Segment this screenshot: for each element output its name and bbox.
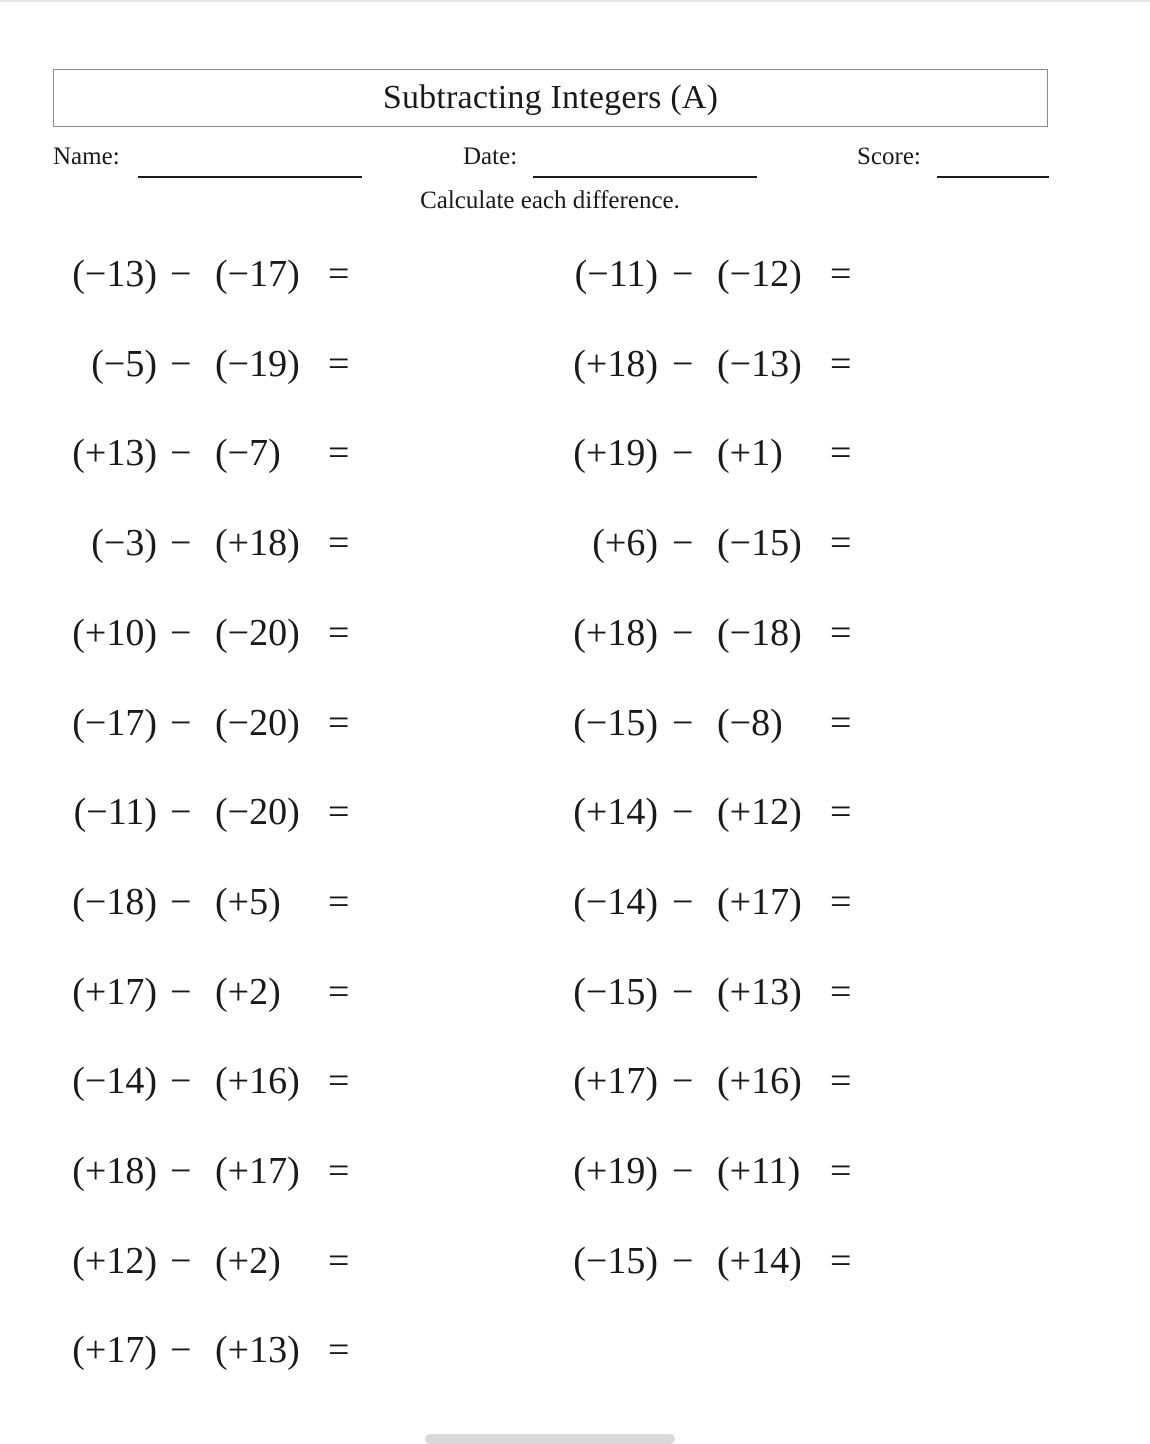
equals-sign: = (328, 791, 350, 833)
subtrahend: (+1) (717, 432, 783, 474)
subtrahend: (+13) (215, 1329, 300, 1371)
problem-left-13 (0, 1325, 1150, 1375)
minus-operator: − (170, 971, 192, 1013)
problem-right-9 (0, 967, 1150, 1017)
minus-operator: − (672, 1240, 694, 1282)
minuend: (+13) (72, 432, 157, 474)
equals-sign: = (830, 432, 852, 474)
problem-right-5 (0, 608, 1150, 658)
minuend: (−17) (72, 702, 157, 744)
subtrahend: (+12) (717, 791, 802, 833)
equals-sign: = (830, 1060, 852, 1102)
minus-operator: − (672, 432, 694, 474)
equals-sign: = (328, 971, 350, 1013)
minuend: (−15) (573, 1240, 658, 1282)
equals-sign: = (328, 612, 350, 654)
equals-sign: = (328, 1150, 350, 1192)
subtrahend: (−13) (717, 343, 802, 385)
equals-sign: = (328, 1060, 350, 1102)
problem-right-7 (0, 787, 1150, 837)
minuend: (+10) (72, 612, 157, 654)
minuend: (−14) (72, 1060, 157, 1102)
home-indicator (425, 1434, 675, 1444)
equals-sign: = (830, 971, 852, 1013)
minus-operator: − (672, 522, 694, 564)
subtrahend: (+17) (215, 1150, 300, 1192)
minuend: (+6) (592, 522, 658, 564)
minuend: (+17) (72, 971, 157, 1013)
equals-sign: = (328, 522, 350, 564)
subtrahend: (−7) (215, 432, 281, 474)
equals-sign: = (830, 1150, 852, 1192)
minuend: (+18) (573, 343, 658, 385)
minus-operator: − (170, 791, 192, 833)
minuend: (+17) (573, 1060, 658, 1102)
equals-sign: = (328, 1240, 350, 1282)
minus-operator: − (672, 1150, 694, 1192)
problem-right-6 (0, 698, 1150, 748)
problem-right-2 (0, 339, 1150, 389)
minuend: (−18) (72, 881, 157, 923)
minuend: (+17) (72, 1329, 157, 1371)
minus-operator: − (672, 1060, 694, 1102)
instruction-text: Calculate each difference. (420, 187, 680, 214)
minus-operator: − (672, 791, 694, 833)
minuend: (−3) (91, 522, 157, 564)
minuend: (−15) (573, 971, 658, 1013)
minus-operator: − (672, 253, 694, 295)
subtrahend: (+11) (717, 1150, 801, 1192)
minus-operator: − (170, 612, 192, 654)
minus-operator: − (672, 612, 694, 654)
subtrahend: (+18) (215, 522, 300, 564)
subtrahend: (−18) (717, 612, 802, 654)
problem-right-1 (0, 249, 1150, 299)
equals-sign: = (328, 1329, 350, 1371)
minuend: (+18) (573, 612, 658, 654)
minuend: (+14) (573, 791, 658, 833)
subtrahend: (+2) (215, 1240, 281, 1282)
equals-sign: = (328, 343, 350, 385)
minuend: (−11) (73, 791, 157, 833)
problem-right-11 (0, 1146, 1150, 1196)
subtrahend: (+2) (215, 971, 281, 1013)
worksheet-title-text: Subtracting Integers (A) (382, 79, 719, 116)
problem-right-8 (0, 877, 1150, 927)
minus-operator: − (170, 1150, 192, 1192)
date-label: Date: (463, 143, 518, 170)
equals-sign: = (328, 253, 350, 295)
minuend: (+19) (573, 1150, 658, 1192)
problem-right-10 (0, 1056, 1150, 1106)
minus-operator: − (170, 1329, 192, 1371)
score-label: Score: (857, 143, 921, 170)
minus-operator: − (170, 1240, 192, 1282)
subtrahend: (+16) (717, 1060, 802, 1102)
name-label: Name: (53, 143, 120, 170)
subtrahend: (−17) (215, 253, 300, 295)
minus-operator: − (170, 522, 192, 564)
minus-operator: − (672, 702, 694, 744)
subtrahend: (+5) (215, 881, 281, 923)
subtrahend: (−15) (717, 522, 802, 564)
subtrahend: (−19) (215, 343, 300, 385)
equals-sign: = (328, 702, 350, 744)
subtrahend: (−20) (215, 791, 300, 833)
minus-operator: − (170, 1060, 192, 1102)
equals-sign: = (830, 881, 852, 923)
minuend: (−5) (91, 343, 157, 385)
minus-operator: − (672, 343, 694, 385)
subtrahend: (−20) (215, 612, 300, 654)
minuend: (−13) (72, 253, 157, 295)
minuend: (+12) (72, 1240, 157, 1282)
problem-right-4 (0, 518, 1150, 568)
minuend: (+19) (573, 432, 658, 474)
minus-operator: − (170, 702, 192, 744)
equals-sign: = (328, 881, 350, 923)
minus-operator: − (170, 432, 192, 474)
equals-sign: = (830, 791, 852, 833)
problem-right-12 (0, 1236, 1150, 1286)
minus-operator: − (170, 253, 192, 295)
subtrahend: (+17) (717, 881, 802, 923)
subtrahend: (+14) (717, 1240, 802, 1282)
minuend: (−15) (573, 702, 658, 744)
equals-sign: = (830, 522, 852, 564)
equals-sign: = (830, 612, 852, 654)
subtrahend: (−8) (717, 702, 783, 744)
subtrahend: (+16) (215, 1060, 300, 1102)
equals-sign: = (830, 702, 852, 744)
minuend: (+18) (72, 1150, 157, 1192)
minus-operator: − (672, 971, 694, 1013)
minuend: (−11) (574, 253, 658, 295)
subtrahend: (+13) (717, 971, 802, 1013)
equals-sign: = (830, 253, 852, 295)
equals-sign: = (830, 1240, 852, 1282)
minus-operator: − (170, 881, 192, 923)
equals-sign: = (328, 432, 350, 474)
minus-operator: − (170, 343, 192, 385)
minuend: (−14) (573, 881, 658, 923)
subtrahend: (−20) (215, 702, 300, 744)
equals-sign: = (830, 343, 852, 385)
problem-right-3 (0, 428, 1150, 478)
minus-operator: − (672, 881, 694, 923)
subtrahend: (−12) (717, 253, 802, 295)
